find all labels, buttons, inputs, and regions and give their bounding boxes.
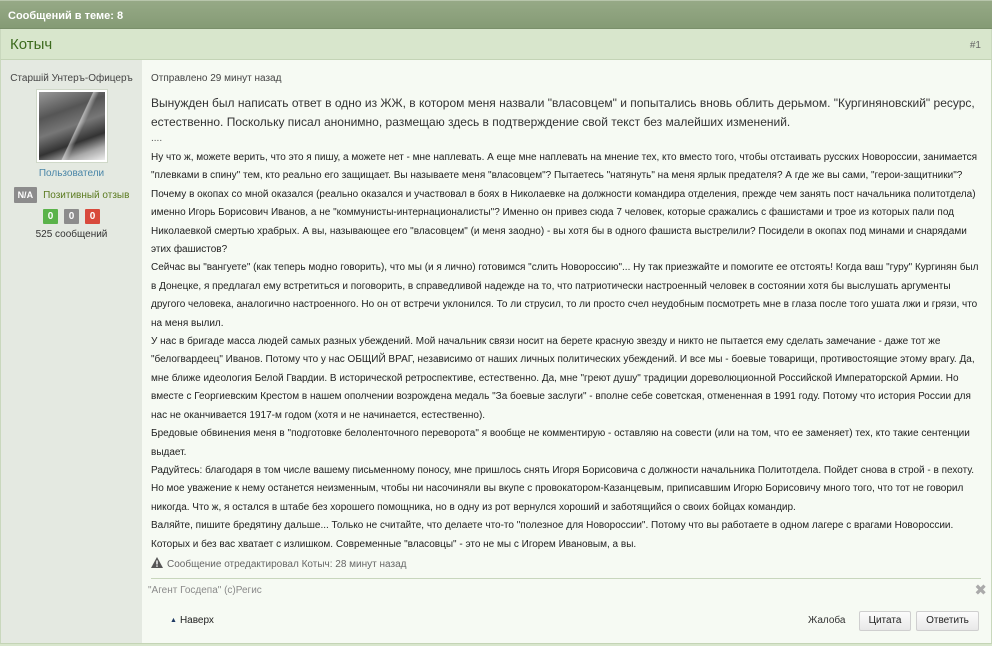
- neutral-score: 0: [64, 209, 79, 224]
- post-number-link[interactable]: #1: [969, 40, 981, 51]
- warning-icon: [151, 557, 163, 568]
- reputation-scores: [1, 209, 142, 224]
- edit-note: [151, 557, 981, 579]
- quote-button[interactable]: Цитата: [859, 611, 911, 631]
- arrow-up-icon: ▲: [170, 617, 177, 624]
- close-icon[interactable]: ✖: [974, 582, 987, 599]
- reputation-badge: N/A: [14, 187, 38, 203]
- author-rank: Старшій Унтеръ-Офицеръ: [10, 73, 133, 84]
- post-body: [142, 60, 992, 643]
- post-paragraph: Бредовые обвинения меня в "подготовке белоленточного переворота" я вообще не комментирую - оставляю на совести (или на том, что ее заменяет) тех, кто такие сентенции выдает.: [151, 428, 970, 458]
- author-post-count: 525 сообщений: [35, 229, 108, 240]
- post-paragraph: Радуйтесь: благодаря в том числе вашему письменному поносу, мне пришлось снять Игоря Борисовича с должности начальника Политотдела. Пойдет снова в строй - в пехоту. Но мое уважение к нему останется неизменным, чтобы ни насочиняли вы вкупе с провокатором-Казанцевым, приписавшим Игорю Борисовичу много того, что тот не говорил никогда. Что ж, я остался в штабе без хорошего помощника, но в одну из рот вернулся хороший и заботящийся о своих бойцах командир.: [151, 464, 975, 513]
- post-intro: Вынужден был написать ответ в одно из ЖЖ, в котором меня назвали "власовцем" и попытались вновь облить дерьмом. "Кургиняновский" ресурс, естественно. Поскольку писал анонимно, размещаю здесь в подтверждение свой текст без малейших изменений.: [151, 96, 975, 129]
- back-to-top-label: Наверх: [179, 615, 214, 626]
- post-paragraph: Почему в окопах со мной оказался (реально оказался и участвовал в боях в Николаевке на должности командира отделения, прежде чем занять пост начальника политотдела) именно Игорь Борисович Иванов, а не "коммунисты-интернационалисты"? Именно он привез сюда 7 человек, которые сражались с фашистами и трое из которых пали под Николаевкой смертью храбрых. А вы, называющее его "власовцем" (и меня заодно) - вы хотя бы в одного фашиста выстрелили? Посидели в окопах под минами и снарядами этих фашистов?: [151, 188, 976, 256]
- post-paragraph: Валяйте, пишите бредятину дальше... Только не считайте, что делаете что-то "полезное для Новороссии". Потому что вы работаете в одном лагере с врагами Новороссии. Которых и без вас хватает с излишком. Современные "власовцы" - это не мы с Игорем Ивановым, а вы.: [151, 520, 954, 550]
- signature: "Агент Госдепа" (с)Регис: [148, 585, 262, 596]
- edit-note-text: Сообщение отредактировал Котыч: 28 минут назад: [167, 559, 407, 570]
- post-date: Отправлено 29 минут назад: [151, 73, 282, 84]
- avatar-image: [39, 92, 105, 160]
- avatar[interactable]: [36, 89, 108, 163]
- author-info-panel: [0, 60, 142, 643]
- negative-score: 0: [85, 209, 100, 224]
- reputation-label: Позитивный отзыв: [43, 189, 130, 201]
- post-ellipsis: ....: [151, 133, 163, 144]
- post-paragraph: Сейчас вы "вангуете" (как теперь модно говорить), что мы (и я лично) готовимся "слить Новороссию"... Ну так приезжайте и помогите ее отстоять! Когда ваш "гуру" Кургинян был в Донецке, я предлагал ему встретиться и поговорить, в справедливой надежде на то, что патриотически настроенный человек в состоянии хотя бы выслушать аргументы другого человека, аналогично настроенного. Но он от встречи уклонился. То ли струсил, то ли просто счел неудобным посмотреть мне в глаза после того ушата лжи и грязи, что на меня вылил.: [151, 262, 979, 329]
- topic-message-count: Сообщений в теме: 8: [8, 10, 124, 22]
- reply-button[interactable]: Ответить: [916, 611, 979, 631]
- report-link[interactable]: Жалоба: [808, 615, 846, 626]
- post-header: [0, 29, 992, 60]
- post-content: [151, 149, 981, 554]
- user-group-link[interactable]: Пользователи: [38, 168, 105, 179]
- back-to-top-link[interactable]: [170, 615, 214, 626]
- post-paragraph: У нас в бригаде масса людей самых разных убеждений. Мой начальник связи носит на берете красную звезду и никто не пытается ему сделать замечание - даже тот же "белогвардеец" Иванов. Потому что у нас ОБЩИЙ ВРАГ, независимо от наших личных политических убеждений. И все мы - боевые товарищи, противостоящие этому врагу. Да, мне ближе идеология Белой Гвардии. В исторической ретроспективе, естественно. Да, мне "греют душу" традиции дореволюционной Российской Императорской Армии. Но вместе с Георгиевским Крестом в нашем ополчении возрождена медаль "За боевые заслуги" - вполне себе советская, отмененная в 1991 году. Потому что история России для нас не оканчивается 1917-м годом (хотя и не начинается, естественно).: [151, 336, 975, 421]
- post-paragraph: Ну что ж, можете верить, что это я пишу, а можете нет - мне наплевать. А еще мне наплевать на мнение тех, кто вместо того, чтобы отстаивать русских Новороссии, занимается "плевками в спину" тем, кто реально его защищает. Вы называете меня "власовцем"? Пытаетесь "натянуть" на меня ярлык предателя? А где же вы сами, "герои-защитники"?: [151, 152, 978, 182]
- reputation-row: [1, 187, 142, 203]
- topic-message-count-bar: [0, 0, 992, 29]
- post-author-name[interactable]: Котыч: [10, 36, 53, 53]
- positive-score: 0: [43, 209, 58, 224]
